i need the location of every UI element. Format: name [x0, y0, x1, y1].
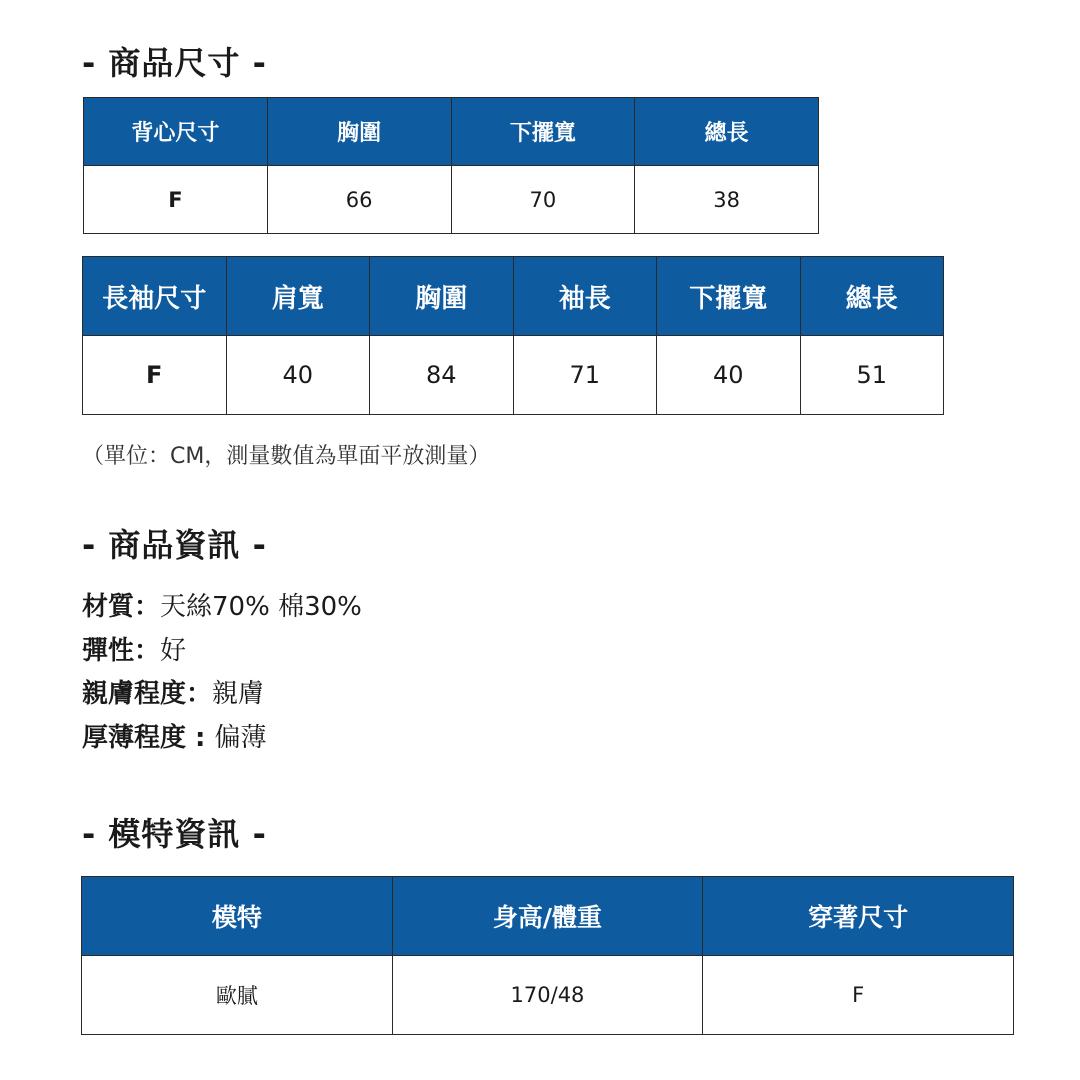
- table-row: [82, 956, 1014, 1035]
- info-item-skin-friendliness: [82, 673, 362, 717]
- table-cell: F: [703, 956, 1014, 1035]
- table-cell: F: [84, 166, 268, 234]
- table-header-cell: 長袖尺寸: [83, 257, 227, 336]
- info-label: 親膚程度：: [82, 679, 213, 709]
- info-section-title: - 商品資訊 -: [82, 526, 267, 564]
- table-header-cell: 背心尺寸: [84, 98, 268, 166]
- table-cell: 170/48: [392, 956, 703, 1035]
- info-item-material: [82, 586, 362, 630]
- table-header-row: [84, 98, 819, 166]
- table-header-cell: 下擺寬: [657, 257, 801, 336]
- table-header-cell: 下擺寬: [451, 98, 635, 166]
- table-cell: 70: [451, 166, 635, 234]
- vest-size-table: [83, 97, 819, 234]
- info-label: 厚薄程度 :: [82, 722, 215, 753]
- info-value: 偏薄: [214, 722, 267, 753]
- table-header-row: [83, 257, 944, 336]
- table-header-cell: 袖長: [513, 257, 657, 336]
- table-cell: 40: [657, 336, 801, 415]
- table-cell: 84: [370, 336, 514, 415]
- table-header-cell: 總長: [635, 98, 819, 166]
- table-header-row: [82, 877, 1014, 956]
- table-header-cell: 模特: [82, 877, 393, 956]
- info-value: 親膚: [212, 679, 265, 709]
- table-cell: 歐膩: [82, 956, 393, 1035]
- table-cell: F: [83, 336, 227, 415]
- table-header-cell: 胸圍: [370, 257, 514, 336]
- table-cell: 66: [267, 166, 451, 234]
- info-item-thickness: [82, 717, 362, 761]
- info-label: 材質：: [82, 592, 161, 622]
- model-section-title: - 模特資訊 -: [82, 815, 267, 853]
- info-value: 好: [160, 635, 187, 666]
- longsleeve-size-table: [82, 256, 944, 415]
- table-header-cell: 肩寬: [226, 257, 370, 336]
- product-info-list: [82, 586, 362, 760]
- table-cell: 40: [226, 336, 370, 415]
- table-header-cell: 身高/體重: [392, 877, 703, 956]
- table-cell: 71: [513, 336, 657, 415]
- table-header-cell: 總長: [800, 257, 944, 336]
- info-value: 天絲70% 棉30%: [160, 592, 362, 622]
- table-cell: 38: [635, 166, 819, 234]
- info-item-elasticity: [82, 630, 362, 674]
- table-header-cell: 穿著尺寸: [703, 877, 1014, 956]
- size-section-title: - 商品尺寸 -: [82, 44, 267, 82]
- table-cell: 51: [800, 336, 944, 415]
- table-row: [83, 336, 944, 415]
- info-label: 彈性：: [82, 635, 161, 666]
- measurement-note: （單位：CM，測量數值為單面平放測量）: [82, 444, 491, 469]
- model-info-table: [81, 876, 1014, 1035]
- table-row: [84, 166, 819, 234]
- table-header-cell: 胸圍: [267, 98, 451, 166]
